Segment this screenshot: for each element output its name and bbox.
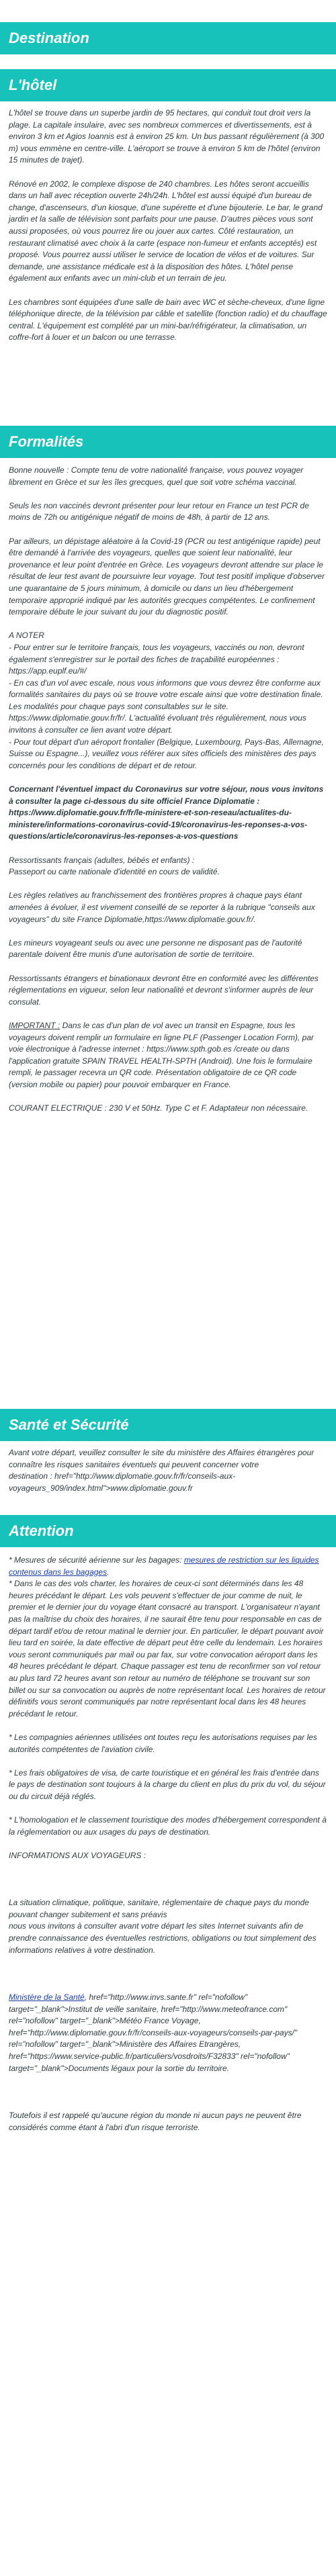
a-noter-heading: A NOTER [9,631,44,641]
liquids-restriction-link[interactable]: mesures de restriction sur les liquides contenus dans les bagages [9,1555,319,1577]
coronavirus-notice-text: Concernant l'éventuel impact du Coronavirus sur votre séjour, nous vous invitons à consulter la page ci-dessous du site officiel France Diplomatie : https://www.diplomatie.gouv.fr/fr/le-ministere-et-son-reseau/actualites-du-ministere/informations-coronavirus-covid-19/coronavirus-les-reponses-a-vos-questions/article/coronavirus-les-reponses-a-vos-questions [9,784,324,841]
note-item: - Pour tout départ d'un aéroport frontalier (Belgique, Luxembourg, Pays-Bas, Allemagne, Suisse ou Espagne...), veuillez vous référer aux sites officiels des ministères des pays concernés pour les conditions de départ et de retour. [9,737,324,770]
attention-item [9,1555,327,1578]
section-header-destination [0,22,336,54]
ressortissants-docs: Passeport ou carte nationale d'identité en cours de validité. [9,867,220,877]
important-label: IMPORTANT : [9,1020,60,1030]
info-paragraph: nous vous invitons à consulter avant votre départ les sites Internet suivants afin de prendre connaissance des éventuelles restrictions, obligations ou tout simplement des informations relatives à votre destination. [9,1921,317,1955]
formalites-paragraph: Les règles relatives au franchissement des frontières propres à chaque pays étant amenées à évoluer, il est vivement conseillé de se reporter à la rubrique "conseils aux voyageurs" du site France Diplomatie,https://www.diplomatie.gouv.fr/. [9,890,315,924]
useful-links [9,1992,327,2074]
section-title-attention: Attention [9,1522,74,1539]
formalites-paragraph: Les mineurs voyageant seuls ou avec une personne ne disposant pas de l'autorité parentale doivent être munis d'une autorisation de sortie de territoire. [9,937,302,960]
note-item: - Pour entrer sur le territoire français, tous les voyageurs, vaccinés ou non, devront également s'enregistrer sur le portail des fiches de traçabilité européennes : https://app.euplf.eu/#/ [9,642,304,676]
luggage-measures-end: . [107,1567,110,1577]
important-text: Dans le cas d'un plan de vol avec un transit en Espagne, tous les voyageurs doivent remplir un formulaire en ligne PLF (Passenger Location Form), par voie électronique à l'adresse internet : https://www.spth.gob.es /create ou dans l'application gratuite SPAIN TRAVEL HEALTH-SPTH (Android). Une fois le formulaire rempli, le passager recevra un QR code. Présentation obligatoire de ce QR code (version mobile ou papier) pour pouvoir embarquer en France. [9,1020,314,1089]
hotel-paragraph: Les chambres sont équipées d'une salle de bain avec WC et sèche-cheveux, d'une ligne téléphonique directe, de la télévision par câble et satellite (fonction radio) et du chauffage central. L'équipement est complété par un mini-bar/réfrigérateur, la climatisation, un coffre-fort à louer et un balcon ou une terrasse. [9,297,327,342]
attention-item: * Les frais obligatoires de visa, de carte touristique et en général les frais d'entrée dans le pays de destination sont toujours à la charge du client en plus du prix du vol, du séjour ou du circuit déjà réglés. [9,1767,326,1801]
coronavirus-notice [9,784,327,843]
section-title-sante: Santé et Sécurité [9,1416,129,1433]
useful-links-rest: , href="http://www.invs.sante.fr" rel="nofollow" target="_blank">Institut de veille sanitaire, href="http://www.meteofrance.com" rel="nofollow" target="_blank">Météo France Voyage, href="http://www.diplomatie.gouv.fr/fr/conseils-aux-voyageurs/conseils-par-pays/" rel="nofollow" target="_blank">Ministère des Affaires Etrangères, href="https://www.service-public.fr/particuliers/vosdroits/F32833" rel="nofollow" target="_blank">Documents légaux pour la sortie du territoire. [9,1992,298,2073]
hotel-paragraph: L'hôtel se trouve dans un superbe jardin de 95 hectares, qui conduit tout droit vers la plage. La capitale insulaire, avec ses nombreux commerces et divertissements, est à environ 3 km et Agios Ioannis est à environ 25 km. Un bus passant régulièrement (à 300 m) vous emmène en centre-ville. L'aéroport se trouve à environ 5 km de l'hôtel (environ 15 minutes de trajet). [9,108,325,165]
section-header-hotel [0,69,336,101]
section-title-hotel: L'hôtel [9,77,57,93]
important-notice [9,1020,327,1091]
attention-content [9,1555,327,2133]
attention-item: * Dans le cas des vols charter, les horaires de ceux-ci sont déterminés dans les 48 heures précédant le départ. Les vols peuvent s'effectuer de jour comme de nuit, le premier et le dernier jour du voyage étant consacré au transport. L'organisateur n'ayant pas la maîtrise du choix des horaires, il ne saurait être tenu pour responsable en cas de départ tardif et/ou de retour matinal le dernier jour. En particulier, le départ pouvant avoir lieu tard en soirée, la date effective de départ peut être celle du lendemain. Les horaires vous seront communiqués par mail ou par fax, sur votre convocation aéroport dans les 48 heures précédant le départ. Chaque passager est tenu de reconfirmer son vol retour au plus tard 72 heures avant son retour au numéro de téléphone se trouvant sur son billet ou sur sa convocation ou auprès de notre représentant local. Les horaires de retour définitifs vous seront communiqués par notre représentant local dans les 48 heures précédant le retour. [9,1579,326,1718]
formalites-paragraph: Seuls les non vaccinés devront présenter pour leur retour en France un test PCR de moins de 72h ou antigénique négatif de moins de 48h, à partir de 12 ans. [9,500,309,522]
sante-content [9,1447,327,1494]
formalites-paragraph: Ressortissants étrangers et binationaux devront être en conformité avec les différentes réglementations en vigueur, selon leur nationalité et devront s'informer auprès de leur consulat. [9,973,319,1007]
hotel-content [9,107,327,355]
note-item: Les modalités pour chaque pays sont consultables sur le site. https://www.diplomatie.gouv.fr/fr/. L'actualité évoluant très régulièrement, nous vous invitons à consulter ce lien avant votre départ. [9,701,306,735]
attention-item: * L'homologation et le classement touristique des modes d'hébergement correspondent à la réglementation ou aux usages du pays de destination. [9,1815,327,1837]
note-item: - En cas d'un vol avec escale, nous vous informons que vous devrez être conforme aux formalités sanitaires du pays où se trouve votre escale ainsi que votre destination finale. [9,678,323,700]
formalites-content [9,465,327,1126]
info-paragraph: La situation climatique, politique, sanitaire, réglementaire de chaque pays du monde pouvant changer subitement et sans préavis [9,1898,309,1919]
hotel-paragraph: Rénové en 2002, le complexe dispose de 240 chambres. Les hôtes seront accueillis dans un hall avec réception ouverte 24h/24h. L'hôtel est aussi équipé d'un bureau de change, d'ascenseurs, d'un kiosque, d'une supérette et d'une bijouterie. Le bar, le grand jardin et la salle de télévision sont parfaits pour une pause. D'autres pièces vous sont aussi proposées, où vous pourrez lire ou jouer aux cartes. Côté restauration, un restaurant climatisé avec choix à la carte (espace non-fumeur et enfants acceptés) est proposé. Vous pourrez aussi utiliser le service de location de vélos et de voitures. Sur demande, une assistance médicale est à la disposition des hôtes. L'hôtel pense également aux enfants avec un mini-club et un terrain de jeu. [9,179,323,283]
ressortissants-label: Ressortissants français (adultes, bébés et enfants) : [9,855,195,865]
sante-link-text: destination : href="http://www.diplomatie.gouv.fr/fr/conseils-aux-voyageurs_909/index.html">www.diplomatie.gouv.fr [9,1471,236,1493]
luggage-measures-label: * Mesures de sécurité aérienne sur les bagages: [9,1555,184,1565]
attention-item: * Les compagnies aériennes utilisées ont toutes reçu les autorisations requises par les autorités compétentes de l'aviation civile. [9,1732,317,1754]
section-header-sante [0,1409,336,1441]
formalites-paragraph: Par ailleurs, un dépistage aléatoire à la Covid-19 (PCR ou test antigénique rapide) peut être demandé à l'arrivée des voyageurs, quelles que soient leur nationalité, leur provenance et leur point d'entrée en Grèce. Les voyageurs devront attendre sur place le résultat de leur test avant de poursuivre leur voyage. Tout test positif implique d'observer une quarantaine de 5 jours minimum, à domicile ou dans un lieu d'hébergement temporaire approprié indiqué par les autorités grecques compétentes. Le confinement temporaire débute le jour suivant du jour du diagnostic positif. [9,536,325,617]
info-voyageurs-title: INFORMATIONS AUX VOYAGEURS : [9,1850,146,1860]
terrorism-notice: Toutefois il est rappelé qu'aucune région du monde ni aucun pays ne peuvent être considérés comme étant à l'abri d'un risque terroriste. [9,2110,302,2132]
section-header-attention [0,1515,336,1547]
section-title-destination: Destination [9,30,89,46]
formalites-paragraph: Bonne nouvelle : Compte tenu de votre nationalité française, vous pouvez voyager librement en Grèce et sur les îles grecques, quel que soit votre schéma vaccinal. [9,465,304,487]
section-header-formalites [0,426,336,458]
section-title-formalites: Formalités [9,433,84,450]
sante-paragraph: Avant votre départ, veuillez consulter le site du ministère des Affaires étrangères pour connaître les risques sanitaires éventuels qui peuvent concerner votre [9,1448,314,1469]
sante-ministry-link[interactable]: Ministère de la Santé [9,1992,85,2002]
courant-electrique: COURANT ELECTRIQUE : 230 V et 50Hz. Type C et F. Adaptateur non nécessaire. [9,1103,308,1113]
